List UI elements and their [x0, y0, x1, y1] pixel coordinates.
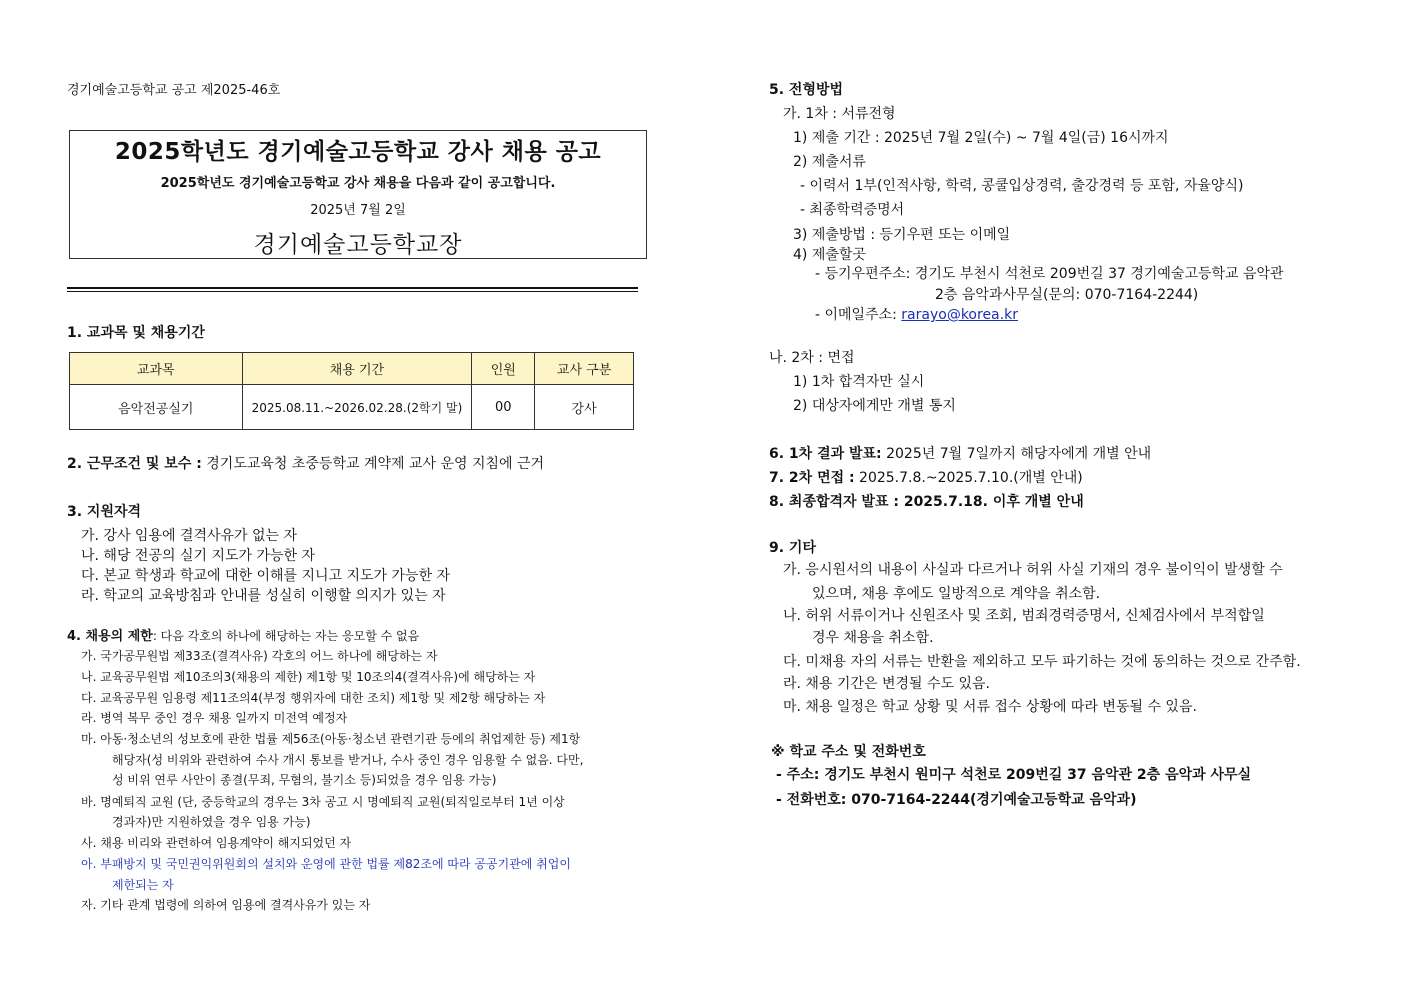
- table-cell: 00: [472, 385, 535, 430]
- section6-text: 2025년 7월 7일까지 해당자에게 개별 안내: [886, 446, 1152, 462]
- table-header: 교과목: [70, 353, 243, 385]
- postal-address-cont: 2층 음악과사무실(문의: 070-7164-2244): [935, 287, 1199, 303]
- section6: [769, 443, 1151, 463]
- section9-heading: 9. 기타: [769, 540, 816, 556]
- list-item: 라. 채용 기간은 변경될 수도 있음.: [783, 676, 990, 692]
- submit-period: 1) 제출 기간 : 2025년 7월 2일(수) ~ 7월 4일(금) 16시까지: [793, 130, 1169, 146]
- doc-item: - 최종학력증명서: [800, 202, 905, 218]
- section4-heading: 4. 채용의 제한: [67, 629, 153, 644]
- section2-text: 경기도교육청 초중등학교 계약제 교사 운영 지침에 근거: [206, 456, 545, 472]
- list-item: 가. 국가공무원법 제33조(결격사유) 각호의 어느 하나에 해당하는 자: [81, 649, 438, 663]
- document-date: 2025년 7월 2일: [310, 203, 406, 218]
- list-item: 해당자(성 비위와 관련하여 수사 개시 통보를 받거나, 수사 중인 경우 임용할 수 없음. 다만,: [112, 753, 584, 767]
- table-cell: 2025.08.11.~2026.02.28.(2학기 말): [242, 385, 472, 430]
- email-line: [815, 304, 1018, 324]
- contact-address: - 주소: 경기도 부천시 원미구 석천로 209번길 37 음악관 2층 음악과 사무실: [776, 767, 1252, 783]
- section6-heading: 6. 1차 결과 발표:: [769, 446, 882, 462]
- notice-number: 경기예술고등학교 공고 제2025-46호: [67, 83, 281, 98]
- list-item: 가. 강사 임용에 결격사유가 없는 자: [81, 528, 298, 544]
- list-item: 마. 채용 일정은 학교 상황 및 서류 접수 상황에 따라 변동될 수 있음.: [783, 699, 1197, 715]
- recruit-table: [69, 352, 634, 430]
- table-header: 채용 기간: [242, 353, 472, 385]
- list-item: 경과자)만 지원하였을 경우 임용 가능): [112, 815, 311, 829]
- section4-header: [67, 625, 419, 644]
- table-header: 교사 구분: [535, 353, 634, 385]
- list-item: 나. 해당 전공의 실기 지도가 가능한 자: [81, 548, 316, 564]
- section3-heading: 3. 지원자격: [67, 504, 142, 520]
- postal-address: - 등기우편주소: 경기도 부천시 석천로 209번길 37 경기예술고등학교 음악관: [815, 266, 1284, 282]
- issuer: 경기예술고등학교장: [253, 232, 463, 258]
- document-subtitle: 2025학년도 경기예술고등학교 강사 채용을 다음과 같이 공고합니다.: [160, 176, 556, 191]
- table-cell: 강사: [535, 385, 634, 430]
- divider-top: [67, 287, 638, 289]
- list-item: 마. 아동·청소년의 성보호에 관한 법률 제56조(아동·청소년 관련기관 등에의 취업제한 등) 제1항: [81, 732, 581, 746]
- list-item: 제한되는 자: [112, 878, 174, 892]
- list-item: 다. 본교 학생과 학교에 대한 이해를 지니고 지도가 가능한 자: [81, 568, 451, 584]
- list-item: 가. 응시원서의 내용이 사실과 다르거나 허위 사실 기재의 경우 불이익이 발생할 수: [783, 562, 1283, 578]
- list-item: 아. 부패방지 및 국민권익위원회의 설치와 운영에 관한 법률 제82조에 따라 공공기관에 취업이: [81, 857, 571, 871]
- table-header: 인원: [472, 353, 535, 385]
- email-link[interactable]: rarayo@korea.kr: [901, 307, 1018, 323]
- submit-place: 4) 제출할곳: [793, 247, 866, 263]
- contact-phone: - 전화번호: 070-7164-2244(경기예술고등학교 음악과): [776, 792, 1137, 808]
- section1-heading: 1. 교과목 및 채용기간: [67, 325, 205, 341]
- doc-item: - 이력서 1부(인적사항, 학력, 콩쿨입상경력, 출강경력 등 포함, 자율양식): [800, 178, 1244, 194]
- contact-heading: ※ 학교 주소 및 전화번호: [771, 744, 926, 760]
- section7-text: 2025.7.8.~2025.7.10.(개별 안내): [859, 470, 1083, 486]
- section8-heading: 8. 최종합격자 발표 : 2025.7.18. 이후 개별 안내: [769, 494, 1084, 510]
- list-item: 나. 교육공무원법 제10조의3(채용의 제한) 제1항 및 10조의4(결격사유)에 해당하는 자: [81, 670, 536, 684]
- table-row: [70, 385, 634, 430]
- section7-heading: 7. 2차 면접 :: [769, 470, 855, 486]
- section4-heading-rest: : 다음 각호의 하나에 해당하는 자는 응모할 수 없음: [152, 629, 420, 643]
- list-item: 성 비위 연루 사안이 종결(무죄, 무혐의, 불기소 등)되었을 경우 임용 가능): [112, 773, 497, 787]
- stage2-item: 1) 1차 합격자만 실시: [793, 374, 925, 390]
- stage2-item: 2) 대상자에게만 개별 통지: [793, 398, 956, 414]
- list-item: 라. 학교의 교육방침과 안내를 성실히 이행할 의지가 있는 자: [81, 588, 446, 604]
- submit-method: 3) 제출방법 : 등기우편 또는 이메일: [793, 227, 1011, 243]
- list-item: 경우 채용을 취소함.: [812, 630, 934, 646]
- list-item: 다. 교육공무원 임용령 제11조의4(부정 행위자에 대한 조치) 제1항 및 제2항 해당하는 자: [81, 691, 546, 705]
- document-title: 2025학년도 경기예술고등학교 강사 채용 공고: [114, 139, 602, 165]
- section7: [769, 467, 1083, 487]
- table-cell: 음악전공실기: [70, 385, 243, 430]
- email-label: - 이메일주소:: [815, 307, 897, 323]
- section5-heading: 5. 전형방법: [769, 82, 844, 98]
- title-box: [69, 130, 647, 259]
- list-item: 있으며, 채용 후에도 일방적으로 계약을 취소함.: [812, 586, 1101, 602]
- section2-heading: 2. 근무조건 및 보수 :: [67, 456, 202, 472]
- list-item: 바. 명예퇴직 교원 (단, 중등학교의 경우는 3차 공고 시 명예퇴직 교원(퇴직일로부터 1년 이상: [81, 795, 565, 809]
- list-item: 자. 기타 관계 법령에 의하여 임용에 결격사유가 있는 자: [81, 898, 371, 912]
- section2: [67, 453, 544, 473]
- stage2: 나. 2차 : 면접: [769, 350, 855, 366]
- divider-bottom: [67, 291, 638, 292]
- table-header-row: [70, 353, 634, 385]
- list-item: 나. 허위 서류이거나 신원조사 및 조회, 범죄경력증명서, 신체검사에서 부적합일: [783, 608, 1265, 624]
- list-item: 사. 채용 비리와 관련하여 임용계약이 해지되었던 자: [81, 836, 352, 850]
- submit-docs: 2) 제출서류: [793, 154, 866, 170]
- list-item: 라. 병역 복무 중인 경우 채용 일까지 미전역 예정자: [81, 711, 348, 725]
- list-item: 다. 미채용 자의 서류는 반환을 제외하고 모두 파기하는 것에 동의하는 것으로 간주함.: [783, 654, 1301, 670]
- stage1: 가. 1차 : 서류전형: [783, 106, 896, 122]
